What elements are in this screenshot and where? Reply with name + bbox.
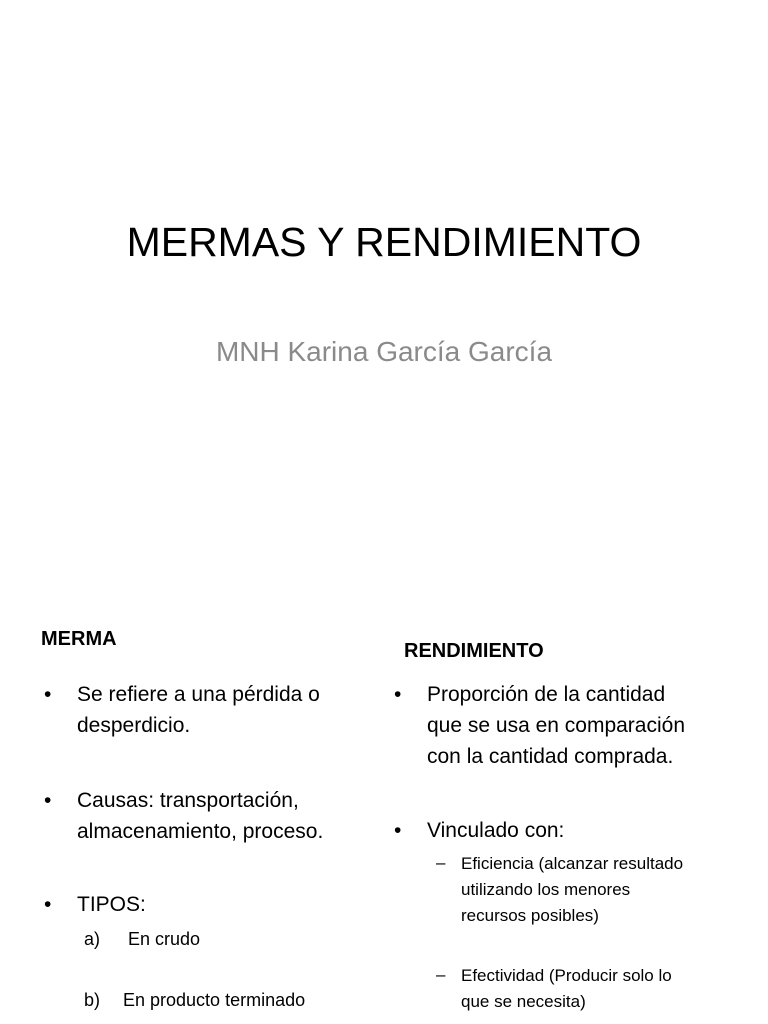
bullet-line: TIPOS: (77, 893, 146, 916)
sub-line: utilizando los menores (461, 880, 631, 899)
sub-line: que se necesita) (461, 992, 586, 1011)
bullet-line: Causas: transportación, (77, 789, 299, 812)
dash-icon: – (436, 853, 446, 872)
dash-icon: – (436, 965, 446, 984)
presentation-title: MERMAS Y RENDIMIENTO (126, 219, 642, 265)
bullet-icon: • (394, 819, 402, 842)
bullet-line: Se refiere a una pérdida o (77, 683, 320, 706)
list-marker: a) (84, 929, 101, 949)
bullet-line: Vinculado con: (427, 819, 565, 842)
bullet-icon: • (394, 683, 402, 706)
bullet-line: almacenamiento, proceso. (77, 820, 324, 843)
bullet-icon: • (44, 893, 52, 916)
sub-line: Eficiencia (alcanzar resultado (461, 854, 684, 873)
presentation-author: MNH Karina García García (215, 336, 553, 367)
bullet-line: con la cantidad comprada. (427, 745, 674, 768)
merma-type-label: En producto terminado (123, 990, 306, 1010)
merma-type-label: En crudo (128, 929, 201, 949)
rendimiento-heading: RENDIMIENTO (404, 640, 544, 662)
bullet-line: que se usa en comparación (427, 714, 685, 737)
bullet-line: desperdicio. (77, 714, 191, 737)
bullet-icon: • (44, 789, 52, 812)
bullet-line: Proporción de la cantidad (427, 683, 666, 706)
bullet-icon: • (44, 683, 52, 706)
sub-line: Efectividad (Producir solo lo (461, 966, 672, 985)
list-marker: b) (84, 990, 101, 1010)
merma-heading: MERMA (41, 628, 117, 650)
sub-line: recursos posibles) (461, 906, 599, 925)
